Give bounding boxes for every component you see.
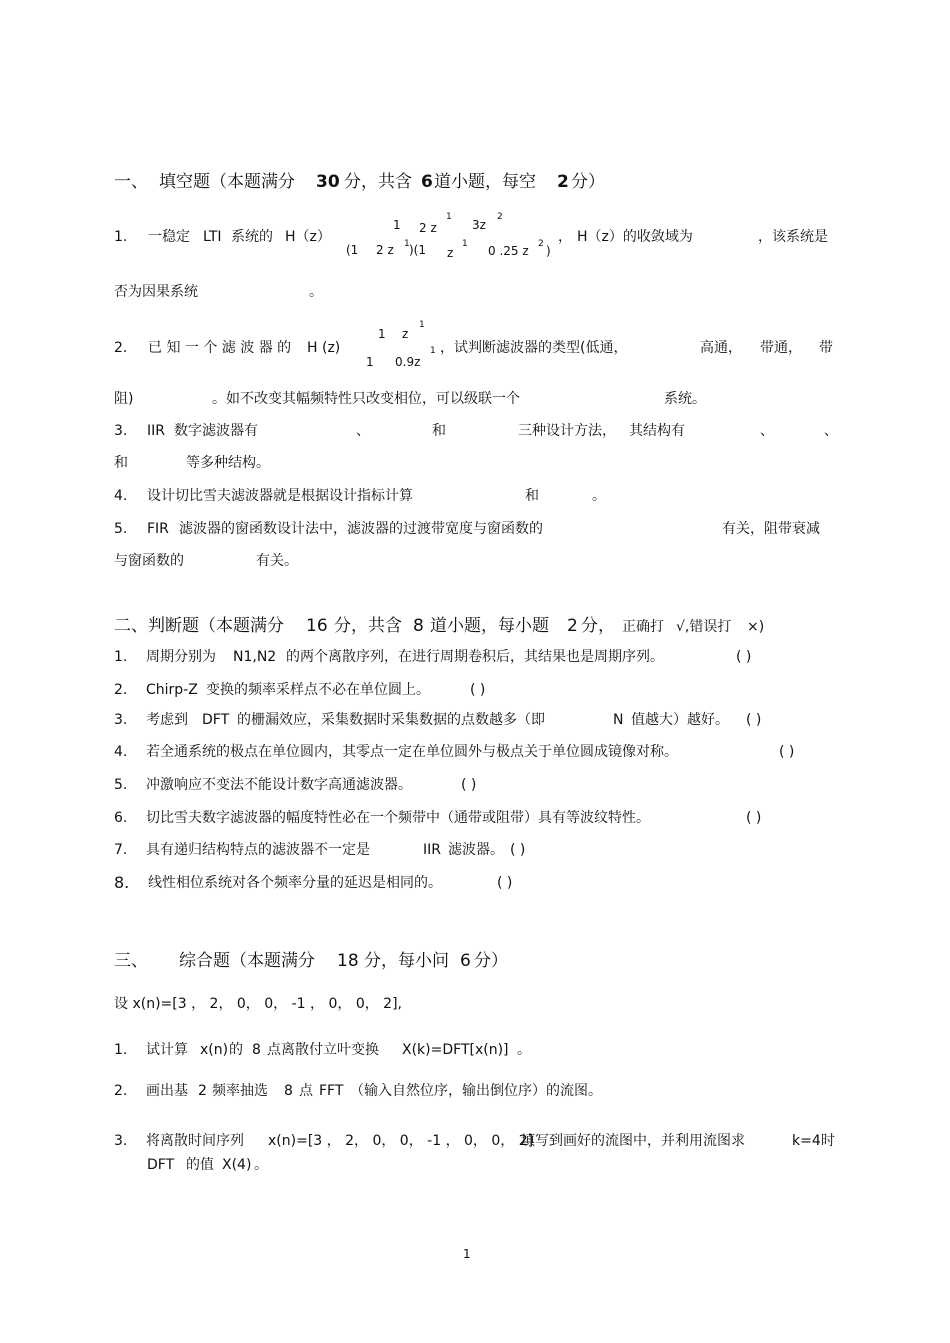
question-text: 带 (819, 340, 833, 356)
section-marker: 一、 (114, 172, 148, 192)
question-text: N1,N2 (233, 649, 277, 665)
given-sequence: 设 x(n)=[3 ， 2， 0， 0， -1 ， 0， 0， 2], (114, 996, 402, 1012)
question-text: H (z) (307, 340, 341, 356)
section-title: 分，共含 (334, 616, 402, 636)
question-text: 冲激响应不变法不能设计数字高通滤波器。 (146, 777, 412, 793)
question-text: 值越大）越好。 (631, 712, 729, 728)
section-marker: 三、 (114, 951, 148, 971)
question-text: x(n)=[3 ， 2， 0， 0， -1 ， 0， 0， 2] (268, 1133, 534, 1149)
question-number: 4. (114, 744, 128, 760)
question-number: 2. (114, 682, 128, 698)
question-number: 1. (114, 1042, 128, 1058)
section-title: 二、判断题（本题满分 (114, 616, 284, 636)
section-title: 综合题（本题满分 (179, 951, 315, 971)
answer-blank[interactable]: ( ) (461, 777, 477, 793)
section-title: 道小题，每空 (434, 172, 536, 192)
question-text: 有关。 (256, 553, 298, 569)
question-text: 一稳定 (148, 229, 190, 245)
formula-text: z (402, 327, 409, 341)
question-text: DFT (202, 712, 230, 728)
question-text: 滤波器的窗函数设计法中，滤波器的过渡带宽度与窗函数的 (179, 521, 543, 537)
answer-blank[interactable]: ( ) (497, 875, 513, 891)
answer-blank[interactable]: ( ) (779, 744, 795, 760)
question-text: 数字滤波器有 (174, 423, 258, 439)
question-text: 若全通系统的极点在单位圆内，其零点一定在单位圆外与极点关于单位圆成镜像对称。 (146, 744, 678, 760)
section-title: 道小题，每小题 (430, 616, 549, 636)
question-text: 、 (356, 423, 370, 439)
question-number: 4. (114, 488, 128, 504)
formula-exponent: 1 (419, 320, 425, 330)
question-text: 否为因果系统 (114, 284, 198, 300)
formula-text: 1 (366, 355, 374, 369)
formula-exponent: 1 (430, 346, 436, 356)
question-text: 和 (432, 423, 446, 439)
question-text: 系统的 (231, 229, 273, 245)
question-text: 。 (517, 1042, 531, 1058)
question-text: 频率抽选 (212, 1083, 268, 1099)
section-title: 正确打 (622, 619, 664, 635)
question-text: 的值 (186, 1157, 214, 1173)
question-number: 3. (114, 1133, 128, 1149)
formula-text: 2 z (419, 221, 437, 235)
formula-exponent: 1 (446, 212, 452, 222)
question-text: 8 (284, 1083, 293, 1099)
question-text: 其结构有 (629, 423, 685, 439)
question-number: 7. (114, 842, 128, 858)
question-text: 、 (824, 423, 838, 439)
page-number: 1 (463, 1247, 471, 1261)
formula-exponent: 1 (404, 239, 410, 249)
question-text: IIR (147, 423, 165, 439)
answer-blank[interactable]: ( ) (746, 712, 762, 728)
question-text: 和 (114, 455, 128, 471)
question-text: 周期分别为 (146, 649, 216, 665)
question-text: H（z） (285, 229, 331, 245)
question-text: 阻) (114, 391, 134, 407)
formula-text: 1 (393, 218, 401, 232)
question-text: 带通， (760, 340, 802, 356)
question-text: 等多种结构。 (186, 455, 270, 471)
question-text: 8 (252, 1042, 261, 1058)
question-text: 、 (760, 423, 774, 439)
formula-text: (1 (346, 243, 359, 257)
answer-blank[interactable]: ( ) (510, 842, 526, 858)
question-text: X(k)=DFT[x(n)] (402, 1042, 509, 1058)
question-text: 的 (229, 1042, 243, 1058)
question-number: 6. (114, 810, 128, 826)
question-text: 与窗函数的 (114, 553, 184, 569)
question-text: 和 (525, 488, 539, 504)
question-text: 点 (299, 1083, 313, 1099)
formula-text: 3z (472, 218, 486, 232)
question-text: 的两个离散序列，在进行周期卷积后，其结果也是周期序列。 (286, 649, 664, 665)
question-text: 。 (592, 488, 606, 504)
question-text: 。 (309, 284, 323, 300)
formula-text: z (447, 246, 454, 260)
question-text: Chirp-Z (146, 682, 198, 698)
question-text: 。如不改变其幅频特性只改变相位，可以级联一个 (212, 391, 520, 407)
question-number: 3. (114, 712, 128, 728)
question-number: 8. (114, 873, 130, 892)
per-value: 6 (460, 951, 471, 971)
question-text: 具有递归结构特点的滤波器不一定是 (146, 842, 370, 858)
answer-blank[interactable]: ( ) (470, 682, 486, 698)
section-title: 分， (581, 616, 615, 636)
question-text: 系统。 (664, 391, 706, 407)
question-text: 线性相位系统对各个频率分量的延迟是相同的。 (148, 875, 442, 891)
formula-exponent: 2 (497, 212, 503, 222)
section-title: 分，共含 (344, 172, 412, 192)
answer-blank[interactable]: ( ) (746, 810, 762, 826)
section-title: 分） (571, 172, 605, 192)
question-text: 切比雪夫数字滤波器的幅度特性必在一个频带中（通带或阻带）具有等波纹特性。 (146, 810, 650, 826)
question-text: ， (558, 229, 572, 245)
question-text: 三种设计方法， (518, 423, 616, 439)
question-text: 点离散付立叶变换 (267, 1042, 379, 1058)
question-text: X(4) (222, 1157, 252, 1173)
question-text: 画出基 (146, 1083, 188, 1099)
formula-text: 0.9z (395, 355, 421, 369)
answer-blank[interactable]: ( ) (736, 649, 752, 665)
question-number: 2. (114, 1083, 128, 1099)
formula-exponent: 2 (538, 239, 544, 249)
section-title: ×) (747, 619, 765, 635)
count-value: 6 (421, 172, 433, 192)
question-number: 5. (114, 521, 128, 537)
formula-text: 2 z (376, 243, 394, 257)
question-text: 设计切比雪夫滤波器就是根据设计指标计算 (147, 488, 413, 504)
question-text: LTI (203, 229, 222, 245)
formula-text: 1 (378, 327, 386, 341)
question-text: 填写到画好的流图中，并利用流图求 (521, 1133, 745, 1149)
question-text: ，该系统是 (758, 229, 828, 245)
question-text: FIR (147, 521, 169, 537)
formula-text: ) (546, 244, 551, 258)
section-title: 分，每小问 (364, 951, 449, 971)
question-number: 5. (114, 777, 128, 793)
per-value: 2 (567, 616, 578, 636)
section-title: √,错误打 (676, 619, 732, 635)
question-text: 有关，阻带衰减 (722, 521, 820, 537)
question-text: ，试判断滤波器的类型(低通， (440, 340, 628, 356)
formula-exponent: 1 (462, 239, 468, 249)
question-text: （输入自然位序，输出倒位序）的流图。 (350, 1083, 602, 1099)
question-number: 2. (114, 340, 128, 356)
question-text: k=4 (792, 1133, 821, 1149)
question-text: 滤波器。 (448, 842, 504, 858)
formula-text: 0 .25 z (488, 244, 529, 258)
question-text: 考虑到 (146, 712, 188, 728)
question-number: 3. (114, 423, 128, 439)
question-text: DFT (147, 1157, 175, 1173)
count-value: 8 (413, 616, 424, 636)
question-text: 2 (198, 1083, 207, 1099)
question-text: 。 (254, 1157, 268, 1173)
score-value: 30 (316, 172, 340, 192)
question-text: H（z）的收敛域为 (577, 229, 693, 245)
question-text: 高通， (700, 340, 742, 356)
formula-text: )(1 (409, 243, 426, 257)
score-value: 16 (306, 616, 328, 636)
question-number: 1. (114, 649, 128, 665)
question-text: x(n) (200, 1042, 229, 1058)
question-text: N (613, 712, 624, 728)
score-value: 18 (337, 951, 359, 971)
question-text: 试计算 (146, 1042, 188, 1058)
section-title: 分） (474, 951, 508, 971)
question-text: IIR (423, 842, 441, 858)
question-text: FFT (319, 1083, 344, 1099)
question-text: 的栅漏效应，采集数据时采集数据的点数越多（即 (237, 712, 545, 728)
per-value: 2 (557, 172, 569, 192)
question-text: 将离散时间序列 (146, 1133, 244, 1149)
question-text: 变换的频率采样点不必在单位圆上。 (206, 682, 430, 698)
question-text: 时 (821, 1133, 835, 1149)
question-number: 1. (114, 229, 128, 245)
section-title: 填空题（本题满分 (159, 172, 295, 192)
question-text: 已 知 一 个 滤 波 器 的 (148, 340, 292, 356)
